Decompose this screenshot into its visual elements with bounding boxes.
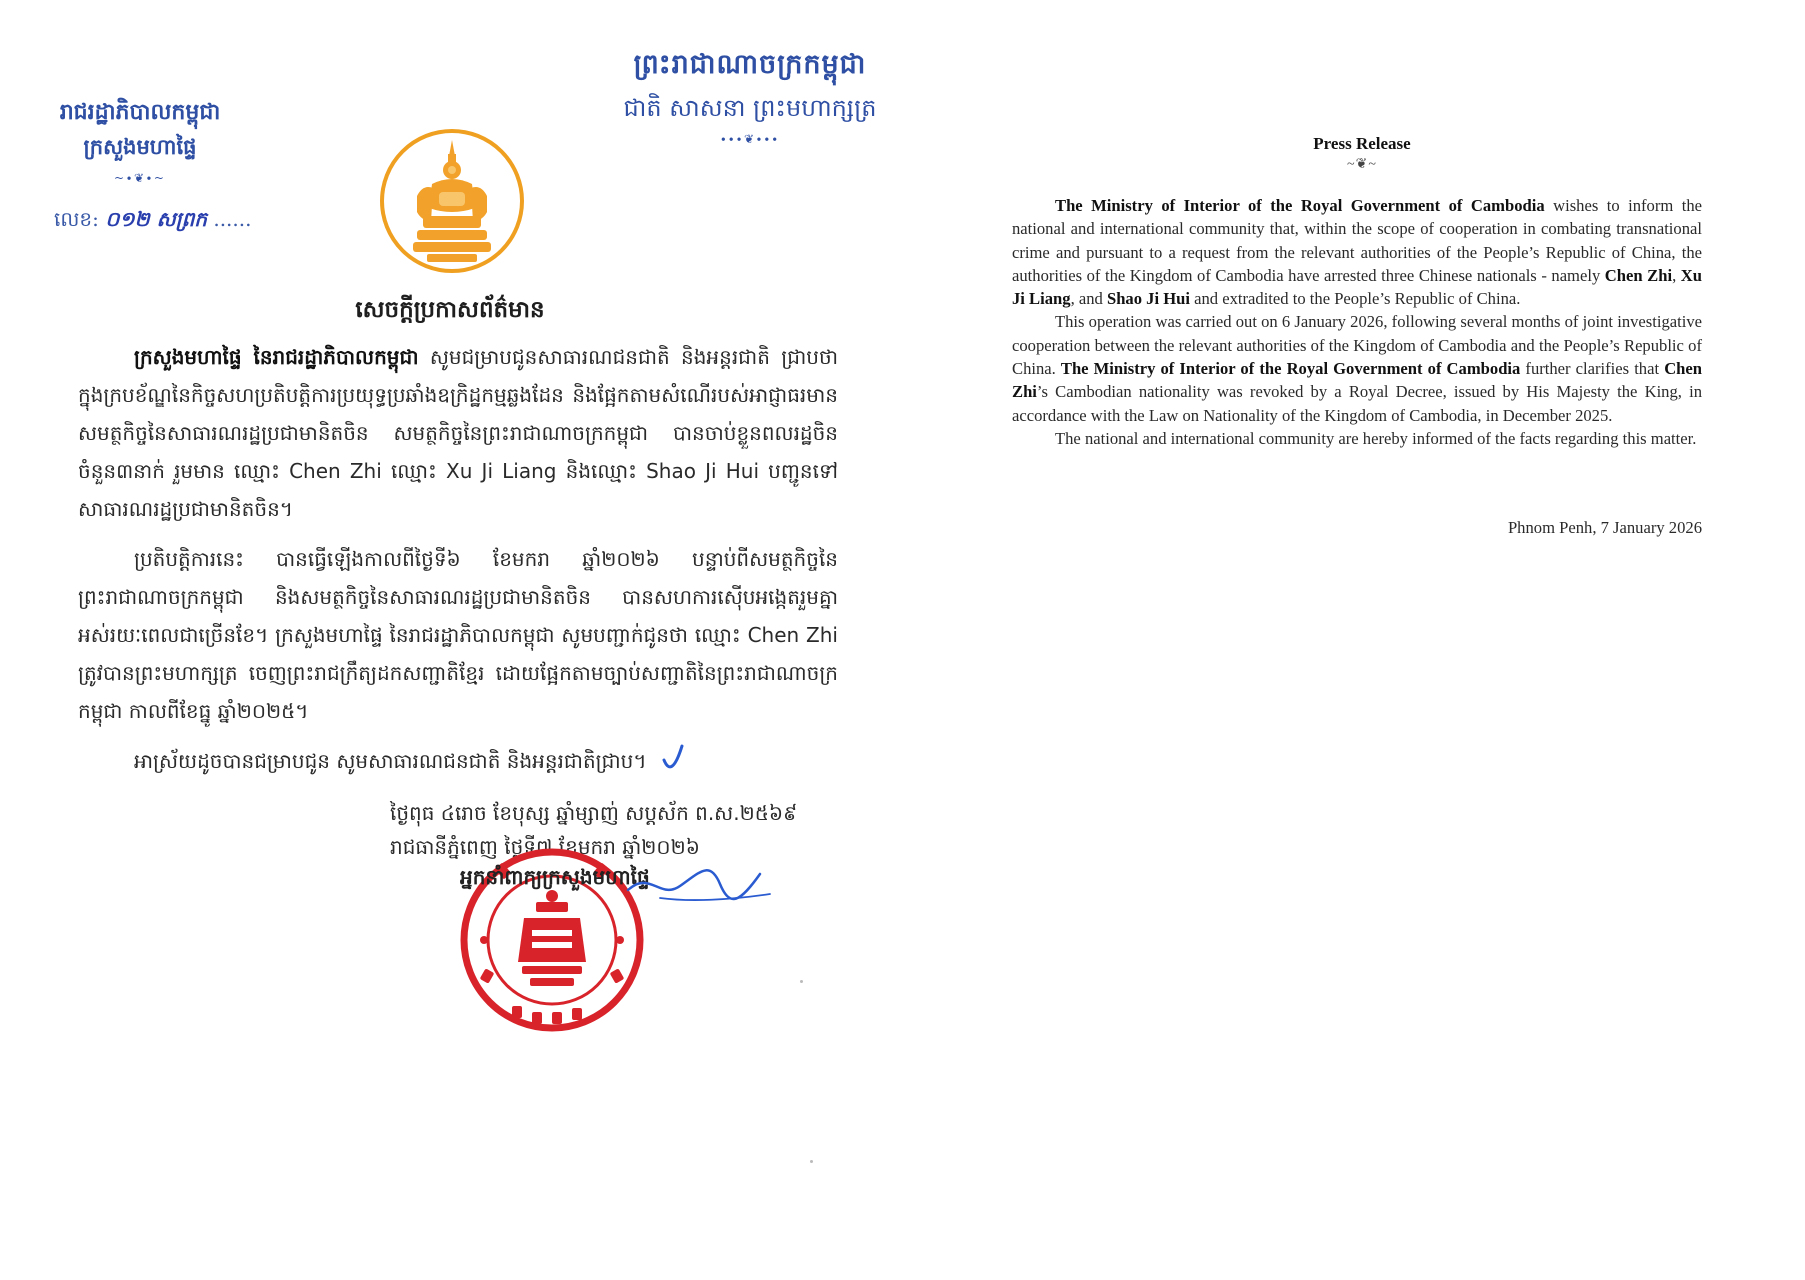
english-press-release — [1012, 0, 1712, 1280]
press-release-date: Phnom Penh, 7 January 2026 — [1507, 518, 1702, 537]
letter-body — [78, 338, 838, 792]
name-chen-zhi: Chen Zhi — [1604, 265, 1673, 285]
reference-value: ០១២ សព្រក — [105, 207, 207, 231]
separator: , — [1672, 265, 1681, 285]
paragraph-1-text: សូមជម្រាបជូនសាធារណជនជាតិ និងអន្តរជាតិ ជ្រាបថា ក្នុងក្របខ័ណ្ឌនៃកិច្ចសហប្រតិបត្តិការប្រយុទ្ធប្រឆាំងឧក្រិដ្ឋកម្មឆ្លងដែន និងផ្អែកតាមសំណើរបស់អាជ្ញាធរមានសមត្ថកិច្ចនៃសាធារណរដ្ឋប្រជាមានិតចិន សមត្ថកិច្ចនៃព្រះរាជាណាចក្រកម្ពុជា បានចាប់ខ្លួនពលរដ្ឋចិនចំនួន៣នាក់ រួមមាន ឈ្មោះ Chen Zhi ឈ្មោះ Xu Ji Liang និងឈ្មោះ Shao Ji Hui បញ្ជូនទៅសាធារណរដ្ឋប្រជាមានិតចិន។ — [78, 345, 838, 521]
paragraph-1-text-b: and extradited to the People’s Republic of China. — [1189, 289, 1521, 309]
khmer-letter — [0, 0, 900, 1280]
ministry-name-bold: The Ministry of Interior of the Royal Government of Cambodia — [1060, 359, 1521, 379]
paragraph-1-text-a: wishes to inform the national and international community that, within the scope of cooperation in combating transnational crime and pursuant to a request from the relevant authorities of the People’s Republic of China, the authorities of the Kingdom of Cambodia have arrested three Chinese nationals - namely — [1012, 196, 1702, 285]
kingdom-name: ព្រះរាជាណាចក្រកម្ពុជា — [633, 49, 867, 80]
letter-paragraph-2 — [78, 540, 838, 730]
ministry-header — [40, 98, 240, 185]
press-paragraph-2 — [1012, 310, 1702, 426]
paragraph-2-text-c: ’s Cambodian nationality was revoked by a Royal Decree, issued by His Majesty the King, in accordance with the Law on Nationality of the Kingdom of Cambodia, in December 2025. — [1012, 382, 1702, 425]
blue-tick-icon — [660, 742, 688, 776]
press-paragraph-1 — [1012, 194, 1702, 310]
signer-title: អ្នកនាំពាក្យក្រសួងមហាផ្ទៃ — [460, 865, 650, 889]
lunar-date: ថ្ងៃពុធ ៤រោច ខែបុស្ស ឆ្នាំម្សាញ់ សប្តស័ក ព.ស.២៥៦៩ — [390, 801, 798, 825]
paragraph-3-text: អាស្រ័យដូចបានជម្រាបជូន សូមសាធារណជនជាតិ និងអន្តរជាតិជ្រាប។ — [134, 749, 647, 773]
letter-paragraph-3 — [78, 742, 838, 780]
kingdom-motto-header — [600, 48, 900, 146]
government-name: រាជរដ្ឋាភិបាលកម្ពុជា — [59, 99, 221, 125]
press-release-ornament: ~❦~ — [1347, 157, 1377, 172]
national-motto: ជាតិ សាសនា ព្រះមហាក្សត្រ — [623, 94, 877, 122]
letter-paragraph-1 — [78, 338, 838, 528]
letter-title: សេចក្តីប្រកាសព័ត៌មាន — [355, 296, 545, 323]
name-chen-zhi: Chen Zhi — [1012, 359, 1702, 402]
press-paragraph-3: The national and international community are hereby informed of the facts regarding this matter. — [1055, 428, 1697, 448]
reference-label: លេខ: — [54, 207, 99, 231]
kingdom-ornament: ∙∙∙❦∙∙∙ — [720, 132, 780, 146]
scan-speck — [800, 980, 803, 983]
paragraph-2-text: ប្រតិបត្តិការនេះ បានធ្វើឡើងកាលពីថ្ងៃទី៦ ខែមករា ឆ្នាំ២០២៦ បន្ទាប់ពីសមត្ថកិច្ចនៃព្រះរាជាណាចក្រកម្ពុជា និងសមត្ថកិច្ចនៃសាធារណរដ្ឋប្រជាមានិតចិន បានសហការស៊ើបអង្កេតរួមគ្នាអស់រយៈពេលជាច្រើនខែ។ ក្រសួងមហាផ្ទៃ នៃរាជរដ្ឋាភិបាលកម្ពុជា សូមបញ្ជាក់ជូនថា ឈ្មោះ Chen Zhi ត្រូវបានព្រះមហាក្សត្រ ចេញព្រះរាជក្រឹត្យដកសញ្ជាតិខ្មែរ ដោយផ្អែកតាមច្បាប់សញ្ជាតិនៃព្រះរាជាណាចក្រកម្ពុជា កាលពីខែធ្នូ ឆ្នាំ២០២៥។ — [78, 547, 838, 723]
handwritten-signature-icon — [620, 850, 780, 910]
press-release-title: Press Release — [1313, 134, 1411, 153]
name-shao-ji-hui: Shao Ji Hui — [1106, 289, 1190, 309]
press-release-body — [1012, 194, 1702, 450]
paragraph-2-text-a: This operation was carried out on 6 January 2026, following several months of joint investigative cooperation between the relevant authorities of the Kingdom of Cambodia and the People’s Republic of China. — [1012, 312, 1702, 379]
ministry-name: ក្រសួងមហាផ្ទៃ — [83, 134, 197, 159]
reference-number — [54, 206, 252, 236]
paragraph-1-lead: ក្រសួងមហាផ្ទៃ នៃរាជរដ្ឋាភិបាលកម្ពុជា — [134, 345, 419, 369]
reference-dots: ...... — [213, 207, 252, 231]
paragraph-2-text-b: further clarifies that — [1520, 359, 1665, 379]
ministry-name-bold: The Ministry of Interior of the Royal Government of Cambodia — [1055, 196, 1545, 215]
gregorian-date: រាជធានីភ្នំពេញ ថ្ងៃទី៧ ខែមករា ឆ្នាំ២០២៦ — [390, 835, 700, 859]
name-xu-ji-liang: Xu Ji Liang — [1012, 265, 1702, 309]
ministry-ornament: ~∙❦∙~ — [114, 171, 166, 185]
scan-speck — [810, 1160, 813, 1163]
royal-emblem-icon — [377, 126, 527, 276]
separator: , and — [1070, 289, 1107, 309]
